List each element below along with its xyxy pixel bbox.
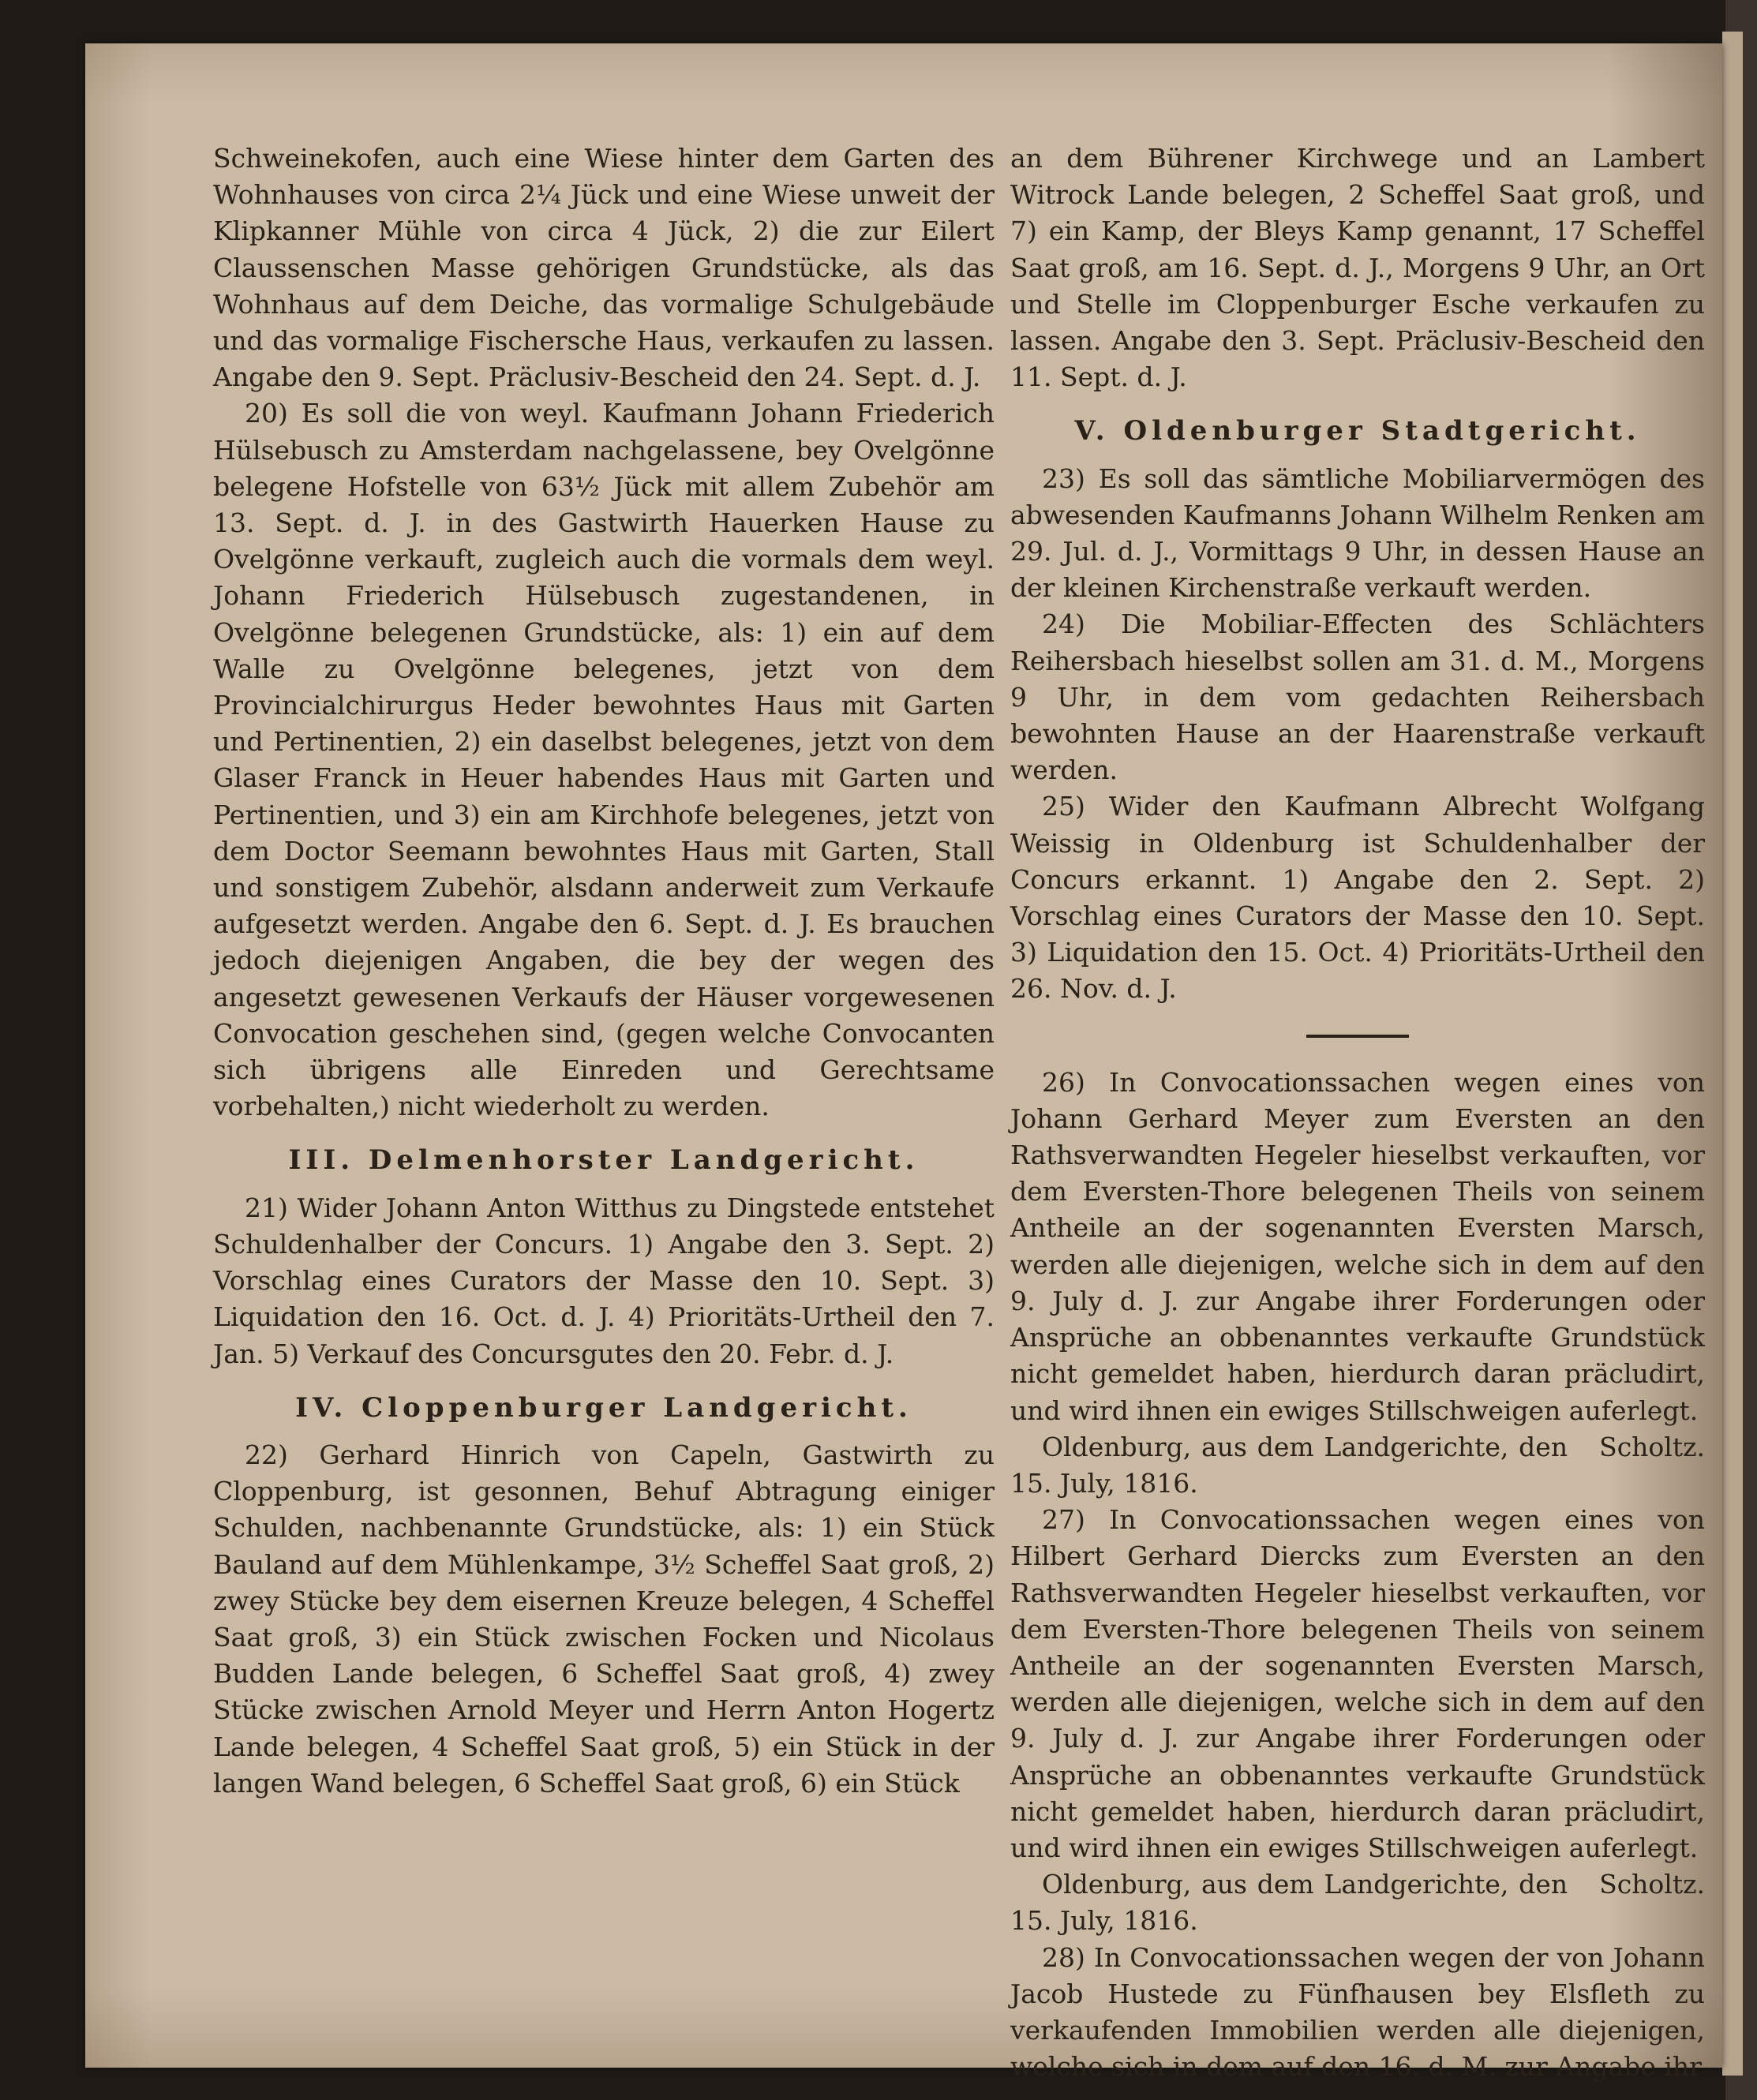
paragraph: 26) In Convocationssachen wegen eines von Johann Gerhard Meyer zum Eversten an den Rathsverwandten Hegeler hieselbst verkauften, vor dem Eversten-Thore belegenen Theils von seinem Antheile an der sogenannten Eversten Marsch, werden alle diejenigen, welche sich in dem auf den 9. July d. J. zur Angabe ihrer Forderungen oder Ansprüche an obbenanntes verkaufte Grundstück nicht gemeldet haben, hierdurch daran präcludirt, und wird ihnen ein ewiges Stillschweigen auferlegt. — [1010, 1066, 1705, 1426]
section-heading: V. Oldenburger Stadtgericht. — [1074, 415, 1641, 447]
paragraph: 24) Die Mobiliar-Effecten des Schlächters Reihersbach hieselbst sollen am 31. d. M., Morgens 9 Uhr, in dem vom gedachten Reihersbach bewohnten Hause an der Haarenstraße verkauft werden. — [1010, 608, 1705, 786]
signatory: Scholtz. — [1599, 1431, 1705, 1462]
paragraph: Schweinekofen, auch eine Wiese hinter dem Garten des Wohnhauses von circa 2¼ Jück und eine Wiese unweit der Klipkanner Mühle von circa 4 Jück, 2) die zur Eilert Claussenschen Masse gehörigen Grundstücke, als das Wohnhaus auf dem Deiche, das vormalige Schulgebäude und das vormalige Fischersche Haus, verkaufen zu lassen. Angabe den 9. Sept. Präclusiv-Bescheid den 24. Sept. d. J. — [213, 143, 995, 393]
paragraph: 25) Wider den Kaufmann Albrecht Wolfgang Weissig in Oldenburg ist Schuldenhalber der Concurs erkannt. 1) Angabe den 2. Sept. 2) Vorschlag eines Curators der Masse den 10. Sept. 3) Liquidation den 15. Oct. 4) Prioritäts-Urtheil den 26. Nov. d. J. — [1010, 791, 1705, 1005]
section-heading: IV. Cloppenburger Landgericht. — [295, 1391, 912, 1424]
paragraph: 21) Wider Johann Anton Witthus zu Dingstede entstehet Schuldenhalber der Concurs. 1) Angabe den 3. Sept. 2) Vorschlag eines Curators der Masse den 10. Sept. 3) Liquidation den 16. Oct. d. J. 4) Prioritäts-Urtheil den 7. Jan. 5) Verkauf des Concursgutes den 20. Febr. d. J. — [213, 1192, 995, 1369]
section-heading: III. Delmenhorster Landgericht. — [288, 1144, 920, 1177]
left-column — [213, 140, 995, 1802]
paragraph: 22) Gerhard Hinrich von Capeln, Gastwirth zu Cloppenburg, ist gesonnen, Behuf Abtragung einiger Schulden, nachbenannte Grundstücke, als: 1) ein Stück Bauland auf dem Mühlenkampe, 3½ Scheffel Saat groß, 2) zwey Stücke bey dem eisernen Kreuze belegen, 4 Scheffel Saat groß, 3) ein Stück zwischen Focken und Nicolaus Budden Lande belegen, 6 Scheffel Saat groß, 4) zwey Stücke zwischen Arnold Meyer und Herrn Anton Hogertz Lande belegen, 4 Scheffel Saat groß, 5) ein Stück in der langen Wand belegen, 6 Scheffel Saat groß, 6) ein Stück — [213, 1439, 995, 1799]
paragraph: an dem Bührener Kirchwege und an Lambert Witrock Lande belegen, 2 Scheffel Saat groß, und 7) ein Kamp, der Bleys Kamp genannt, 17 Scheffel Saat groß, am 16. Sept. d. J., Morgens 9 Uhr, an Ort und Stelle im Cloppenburger Esche verkaufen zu lassen. Angabe den 3. Sept. Präclusiv-Bescheid den 11. Sept. d. J. — [1010, 143, 1705, 393]
signature-line — [1010, 1866, 1705, 1939]
adjacent-page-edge — [1722, 32, 1743, 2076]
paragraph: 20) Es soll die von weyl. Kaufmann Johann Friederich Hülsebusch zu Amsterdam nachgelassene, bey Ovelgönne belegene Hofstelle von 63½ Jück mit allem Zubehör am 13. Sept. d. J. in des Gastwirth Hauerken Hause zu Ovelgönne verkauft, zugleich auch die vormals dem weyl. Johann Friederich Hülsebusch zugestandenen, in Ovelgönne belegenen Grundstücke, als: 1) ein auf dem Walle zu Ovelgönne belegenes, jetzt von dem Provincialchirurgus Heder bewohntes Haus mit Garten und Pertinentien, 2) ein daselbst belegenes, jetzt von dem Glaser Franck in Heuer habendes Haus mit Garten und Pertinentien, und 3) ein am Kirchhofe belegenes, jetzt von dem Doctor Seemann bewohntes Haus mit Garten, Stall und sonstigem Zubehör, alsdann anderweit zum Verkaufe aufgesetzt werden. Angabe den 6. Sept. d. J. Es brauchen jedoch diejenigen Angaben, die bey der wegen des angesetzt gewesenen Verkaufs der Häuser vorgewesenen Convocation geschehen sind, (gegen welche Convocanten sich übrigens alle Einreden und Gerechtsame vorbehalten,) nicht wiederholt zu werden. — [213, 398, 995, 1122]
signature-line — [1010, 1429, 1705, 1502]
paragraph: 27) In Convocationssachen wegen eines von Hilbert Gerhard Diercks zum Eversten an den Rathsverwandten Hegeler hieselbst verkauften, vor dem Eversten-Thore belegenen Theils von seinem Antheile an der sogenannten Eversten Marsch, werden alle diejenigen, welche sich in dem auf den 9. July d. J. zur Angabe ihrer Forderungen oder Ansprüche an obbenanntes verkaufte Grundstück nicht gemeldet haben, hierdurch daran präcludirt, und wird ihnen ein ewiges Stillschweigen auferlegt. — [1010, 1504, 1705, 1863]
right-column — [1010, 140, 1705, 2085]
place-date: Oldenburg, aus dem Landgerichte, den 15. July, 1816. — [1010, 1869, 1568, 1937]
paragraph: 23) Es soll das sämtliche Mobiliarvermögen des abwesenden Kaufmanns Johann Wilhelm Renken am 29. Jul. d. J., Vormittags 9 Uhr, in dessen Hause an der kleinen Kirchenstraße verkauft werden. — [1010, 462, 1705, 604]
place-date: Oldenburg, aus dem Landgerichte, den 15. July, 1816. — [1010, 1431, 1568, 1499]
signatory: Scholtz. — [1599, 1869, 1705, 1900]
paragraph: 28) In Convocationssachen wegen der von Johann Jacob Hustede zu Fünfhausen bey Elsfleth zu verkaufenden Immobilien werden alle diejenigen, welche sich in dem auf den 16. d. M. zur Angabe ihr — [1010, 1941, 1705, 2083]
divider-rule — [1306, 1035, 1409, 1038]
